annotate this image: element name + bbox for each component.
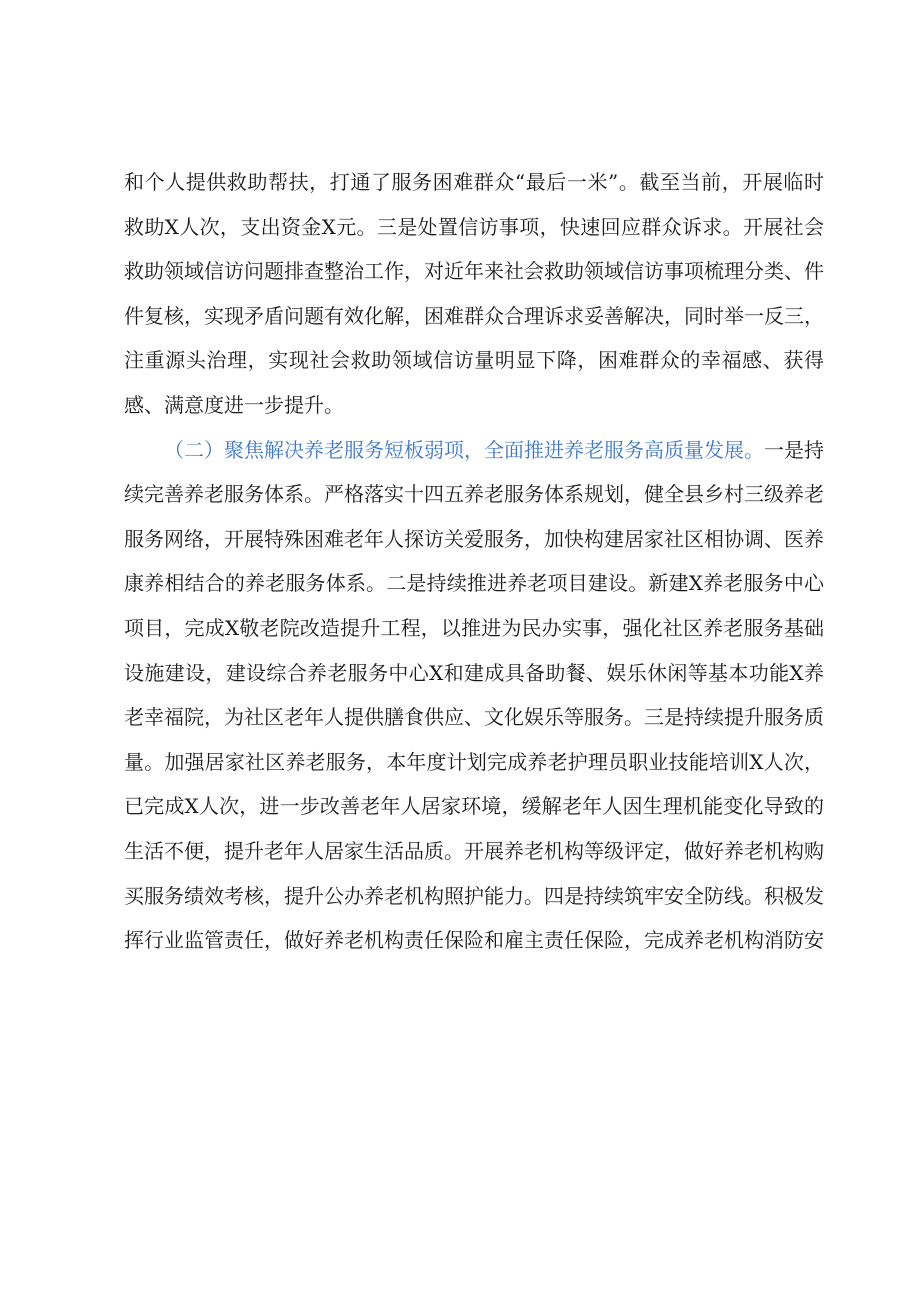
paragraph-text: 一是持续完善养老服务体系。严格落实十四五养老服务体系规划，健全县乡村三级养老服务网络，开展特殊困难老年人探访关爱服务，加快构建居家社区相协调、医养康养相结合的养老服务体系。二是持续推进养老项目建设。新建X养老服务中心项目，完成X敬老院改造提升工程，以推进为民办实事，强化社区养老服务基础设施建设，建设综合养老服务中心X和建成具备助餐、娱乐休闲等基本功能X养老幸福院，为社区老年人提供膳食供应、文化娱乐等服务。三是持续提升服务质量。加强居家社区养老服务，本年度计划完成养老护理员职业技能培训X人次，已完成X人次，进一步改善老年人居家环境，缓解老年人因生理机能变化导致的生活不便，提升老年人居家生活品质。开展养老机构等级评定，做好养老机构购买服务绩效考核，提升公办养老机构照护能力。四是持续筑牢安全防线。积极发挥行业监管责任，做好养老机构责任保险和雇主责任保险，完成养老机构消防安 [124,437,824,953]
document-body [124,160,824,963]
paragraph-elderly-care [124,428,824,963]
section-heading: （二）聚焦解决养老服务短板弱项，全面推进养老服务高质量发展。 [164,437,764,462]
paragraph-social-assistance [124,160,824,428]
paragraph-text: 和个人提供救助帮扶，打通了服务困难群众“最后一米”。截至当前，开展临时救助X人次，支出资金X元。三是处置信访事项，快速回应群众诉求。开展社会救助领域信访问题排查整治工作，对近年来社会救助领域信访事项梳理分类、件件复核，实现矛盾问题有效化解，困难群众合理诉求妥善解决，同时举一反三，注重源头治理，实现社会救助领域信访量明显下降，困难群众的幸福感、获得感、满意度进一步提升。 [124,170,824,417]
